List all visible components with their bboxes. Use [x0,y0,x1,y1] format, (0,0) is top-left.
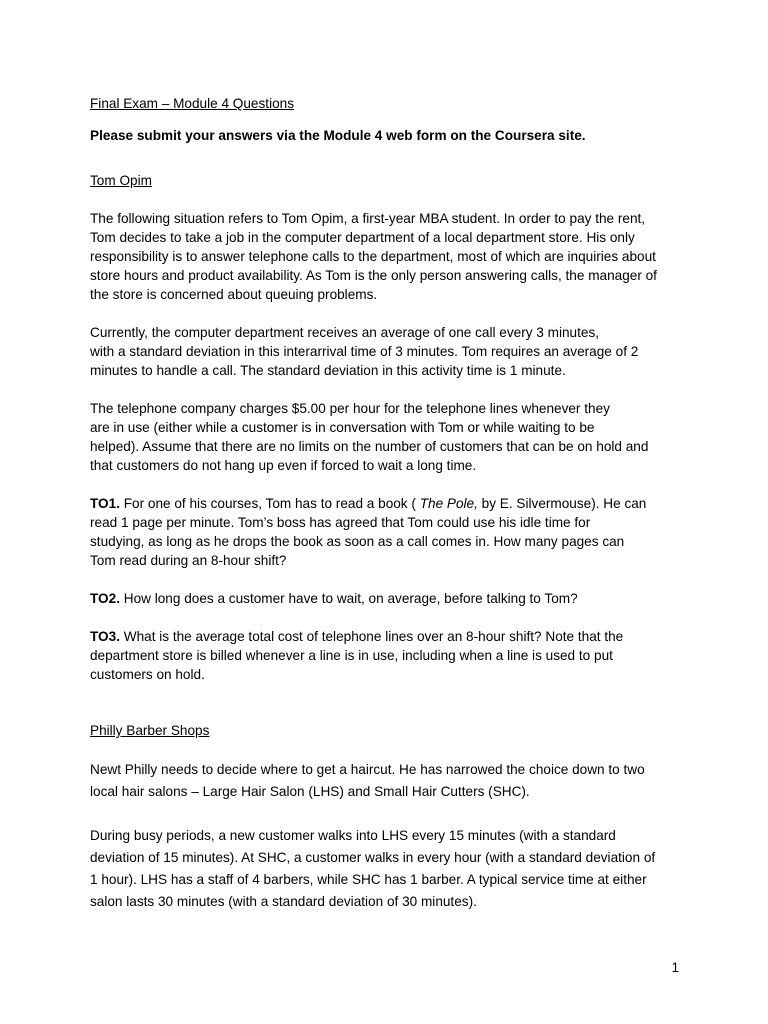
paragraph-line: customers on hold. [90,667,205,682]
paragraph-line: salon lasts 30 minutes (with a standard deviation of 30 minutes). [90,894,477,909]
barber-intro-paragraph [90,759,690,803]
submission-instruction: Please submit your answers via the Module 4 web form on the Coursera site. [90,128,586,143]
paragraph-line: with a standard deviation in this interarrival time of 3 minutes. Tom requires an average of 2 [90,344,639,359]
question-text: For one of his courses, Tom has to read a book ( [119,496,420,511]
tom-opim-intro-paragraph [90,209,690,304]
paragraph-line: helped). Assume that there are no limits on the number of customers that can be on hold and [90,439,649,454]
question-to1 [90,494,690,570]
paragraph-line: The telephone company charges $5.00 per hour for the telephone lines whenever they [90,401,610,416]
question-to2-line1 [90,589,690,608]
document-page [90,94,690,913]
paragraph-line: Tom decides to take a job in the computer department of a local department store. His only [90,230,635,245]
paragraph-line: store hours and product availability. As Tom is the only person answering calls, the manager of [90,268,657,283]
question-to1-line1 [90,494,690,513]
question-to2 [90,589,690,608]
paragraph-line: 1 hour). LHS has a staff of 4 barbers, while SHC has 1 barber. A typical service time at either [90,872,647,887]
section-title-tom-opim: Tom Opim [90,173,152,188]
paragraph-line: Currently, the computer department receives an average of one call every 3 minutes, [90,325,600,340]
question-to3-line1 [90,627,690,646]
paragraph-line: Newt Philly needs to decide where to get a haircut. He has narrowed the choice down to two [90,762,645,777]
paragraph-line: minutes to handle a call. The standard deviation in this activity time is 1 minute. [90,363,566,378]
paragraph-line: that customers do not hang up even if forced to wait a long time. [90,458,477,473]
paragraph-line: The following situation refers to Tom Opim, a first-year MBA student. In order to pay the rent, [90,211,646,226]
call-rates-paragraph [90,323,690,380]
question-label: TO2. [90,591,120,606]
section-title-philly-barber-shops: Philly Barber Shops [90,723,210,738]
paragraph-line: studying, as long as he drops the book as soon as a call comes in. How many pages can [90,534,625,549]
question-to3 [90,627,690,684]
paragraph-line: responsibility is to answer telephone calls to the department, most of which are inquiries about [90,249,656,264]
paragraph-line: deviation of 15 minutes). At SHC, a customer walks in every hour (with a standard deviation of [90,850,656,865]
page-number: 1 [671,960,679,975]
paragraph-line: During busy periods, a new customer walks into LHS every 15 minutes (with a standard [90,828,616,843]
paragraph-line: read 1 page per minute. Tom’s boss has agreed that Tom could use his idle time for [90,515,591,530]
question-label: TO3. [90,629,120,644]
book-title: The Pole, [419,496,478,511]
paragraph-line: local hair salons – Large Hair Salon (LHS) and Small Hair Cutters (SHC). [90,784,530,799]
question-label: TO1. [90,496,120,511]
exam-heading: Final Exam – Module 4 Questions [90,96,295,111]
paragraph-line: the store is concerned about queuing problems. [90,287,378,302]
paragraph-line: department store is billed whenever a line is in use, including when a line is used to put [90,648,613,663]
barber-arrivals-paragraph [90,825,690,913]
paragraph-line: are in use (either while a customer is in conversation with Tom or while waiting to be [90,420,595,435]
phone-cost-paragraph [90,399,690,475]
question-text: What is the average total cost of telephone lines over an 8-hour shift? Note that the [119,629,624,644]
paragraph-line: Tom read during an 8-hour shift? [90,553,287,568]
question-text: How long does a customer have to wait, on average, before talking to Tom? [119,591,578,606]
question-text: by E. Silvermouse). He can [477,496,647,511]
